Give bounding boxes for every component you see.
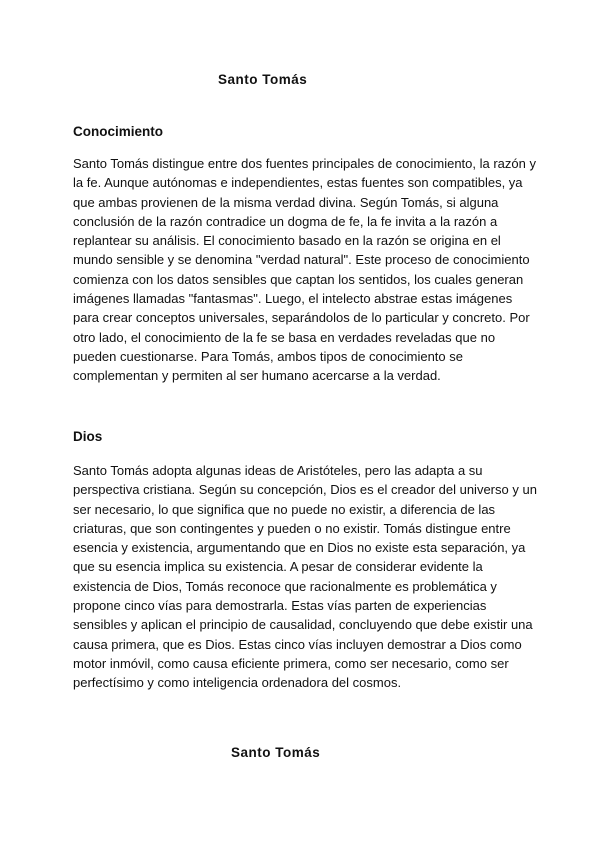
section-body-dios: Santo Tomás adopta algunas ideas de Aristóteles, pero las adapta a su perspectiva cristiana. Según su concepción, Dios es el creador del universo y un ser necesario, lo que significa que no puede no existir, a diferencia de las criaturas, que son contingentes y pueden o no existir. Tomás distingue entre esencia y existencia, argumentando que en Dios no existe esta separación, ya que su esencia implica su existencia. A pesar de considerar evidente la existencia de Dios, Tomás reconoce que racionalmente es problemática y propone cinco vías para demostrarla. Estas vías parten de experiencias sensibles y aplican el principio de causalidad, concluyendo que debe existir una causa primera, que es Dios. Estas cinco vías incluyen demostrar a Dios como motor inmóvil, como causa eficiente primera, como ser necesario, como ser perfectísimo y como inteligencia ordenadora del cosmos. bbox=[73, 463, 537, 691]
section-heading-conocimiento: Conocimiento bbox=[73, 124, 163, 139]
page-title: Santo Tomás bbox=[218, 72, 308, 87]
section-heading-dios: Dios bbox=[73, 429, 103, 444]
next-page-title: Santo Tomás bbox=[231, 745, 321, 760]
section-body-conocimiento: Santo Tomás distingue entre dos fuentes principales de conocimiento, la razón y la fe. Aunque autónomas e independientes, estas fuentes son compatibles, ya que ambas provienen de la misma verdad divina. Según Tomás, si alguna conclusión de la razón contradice un dogma de fe, la fe invita a la razón a replantear su análisis. El conocimiento basado en la razón se origina en el mundo sensible y se denomina "verdad natural". Este proceso de conocimiento comienza con los datos sensibles que captan los sentidos, los cuales generan imágenes llamadas "fantasmas". Luego, el intelecto abstrae estas imágenes para crear conceptos universales, separándolos de lo particular y concreto. Por otro lado, el conocimiento de la fe se basa en verdades reveladas que no pueden cuestionarse. Para Tomás, ambos tipos de conocimiento se complementan y permiten al ser humano acercarse a la verdad. bbox=[73, 156, 536, 384]
